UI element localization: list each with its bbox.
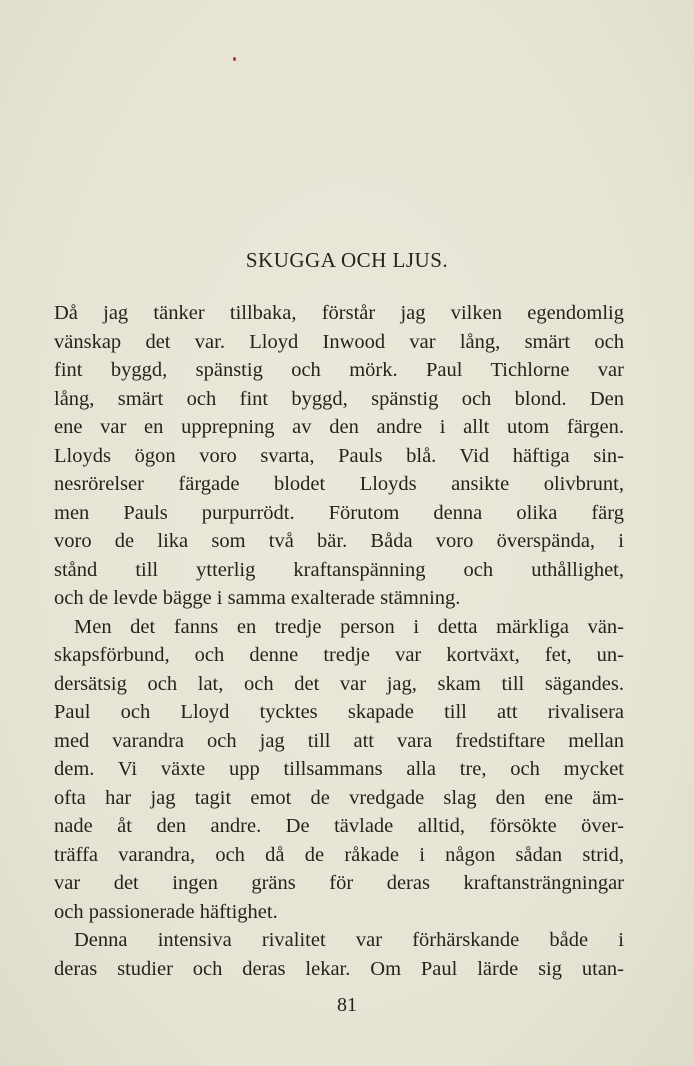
text-line: voro de lika som två bär. Båda voro överspända, i — [54, 530, 624, 552]
text-line: Denna intensiva rivalitet var förhärskande både i — [74, 929, 624, 951]
text-line: ene var en upprepning av den andre i allt utom färgen. — [54, 416, 624, 438]
text-line: dem. Vi växte upp tillsammans alla tre, och mycket — [54, 758, 624, 780]
text-line: Lloyds ögon voro svarta, Pauls blå. Vid häftiga sin- — [54, 444, 624, 467]
text-line: ofta har jag tagit emot de vredgade slag den ene äm- — [54, 786, 624, 809]
text-line: med varandra och jag till att vara fredstiftare mellan — [54, 729, 624, 752]
chapter-title: SKUGGA OCH LJUS. — [245, 248, 449, 272]
text-line: Paul och Lloyd tycktes skapade till att rivalisera — [54, 701, 624, 723]
text-line: nesrörelser färgade blodet Lloyds ansikte olivbrunt, — [54, 473, 624, 495]
ink-speck — [233, 57, 236, 61]
body-text — [54, 299, 624, 983]
text-line: lång, smärt och fint byggd, spänstig och blond. Den — [54, 387, 624, 410]
text-line: deras studier och deras lekar. Om Paul lärde sig utan- — [54, 957, 624, 980]
text-line: dersätsig och lat, och det var jag, skam till sägandes. — [54, 672, 624, 695]
text-line: Då jag tänker tillbaka, förstår jag vilken egendomlig — [54, 302, 624, 324]
text-line: nade åt den andre. De tävlade alltid, försökte över- — [54, 815, 624, 837]
text-line: skapsförbund, och denne tredje var kortväxt, fet, un- — [54, 644, 624, 666]
text-line: vänskap det var. Lloyd Inwood var lång, smärt och — [54, 330, 624, 353]
text-line: var det ingen gräns för deras kraftansträngningar — [54, 872, 624, 894]
text-line: Men det fanns en tredje person i detta märkliga vän- — [74, 615, 624, 638]
text-line: träffa varandra, och då de råkade i någon sådan strid, — [54, 843, 624, 866]
text-line: fint byggd, spänstig och mörk. Paul Tichlorne var — [54, 359, 624, 381]
page-number: 81 — [337, 994, 357, 1016]
text-line: och passionerade häftighet. — [54, 900, 278, 923]
text-line: men Pauls purpurrödt. Förutom denna olika färg — [54, 501, 624, 524]
text-line: och de levde bägge i samma exalterade stämning. — [54, 587, 461, 609]
text-line: stånd till ytterlig kraftanspänning och uthållighet, — [54, 558, 624, 581]
